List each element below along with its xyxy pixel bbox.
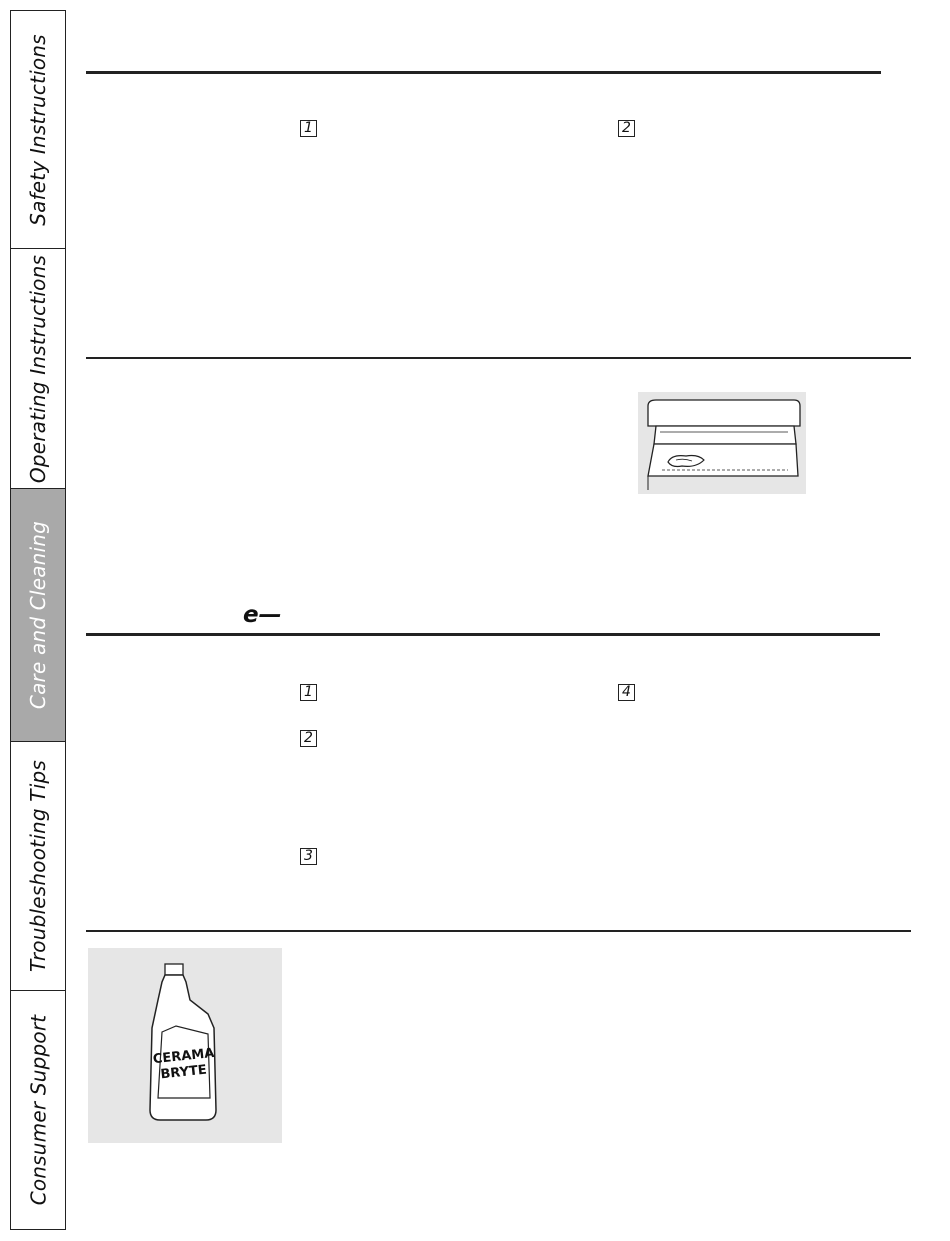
step-number-box: 2	[618, 120, 635, 137]
tab-label: Care and Cleaning	[26, 520, 50, 710]
tab-care-and-cleaning[interactable]	[11, 489, 65, 742]
tab-consumer-support[interactable]	[11, 991, 65, 1229]
tab-label: Consumer Support	[26, 1014, 51, 1206]
step-number-box: 4	[618, 684, 635, 701]
section-divider	[86, 930, 911, 932]
tab-safety-instructions[interactable]	[11, 11, 65, 249]
section-divider	[86, 71, 881, 74]
bottle-label-line1: CERAMA	[152, 1045, 215, 1068]
tab-operating-instructions[interactable]	[11, 249, 65, 489]
step-number-box: 3	[300, 848, 317, 865]
bottle-label-line2: BRYTE	[159, 1062, 208, 1083]
tab-troubleshooting-tips[interactable]	[11, 742, 65, 991]
step-number-box: 1	[300, 684, 317, 701]
section-divider	[86, 633, 880, 636]
cleaner-bottle-icon	[88, 948, 282, 1143]
tab-label: Safety Instructions	[26, 33, 50, 226]
cooktop-wiping-icon	[638, 392, 806, 494]
section-tabs	[10, 10, 66, 1230]
step-number-box: 1	[300, 120, 317, 137]
tab-label: Troubleshooting Tips	[26, 760, 51, 972]
step-number-box: 2	[300, 730, 317, 747]
section-heading-fragment: e—	[243, 602, 282, 628]
section-divider	[86, 357, 911, 359]
tab-label: Operating Instructions	[26, 254, 50, 483]
